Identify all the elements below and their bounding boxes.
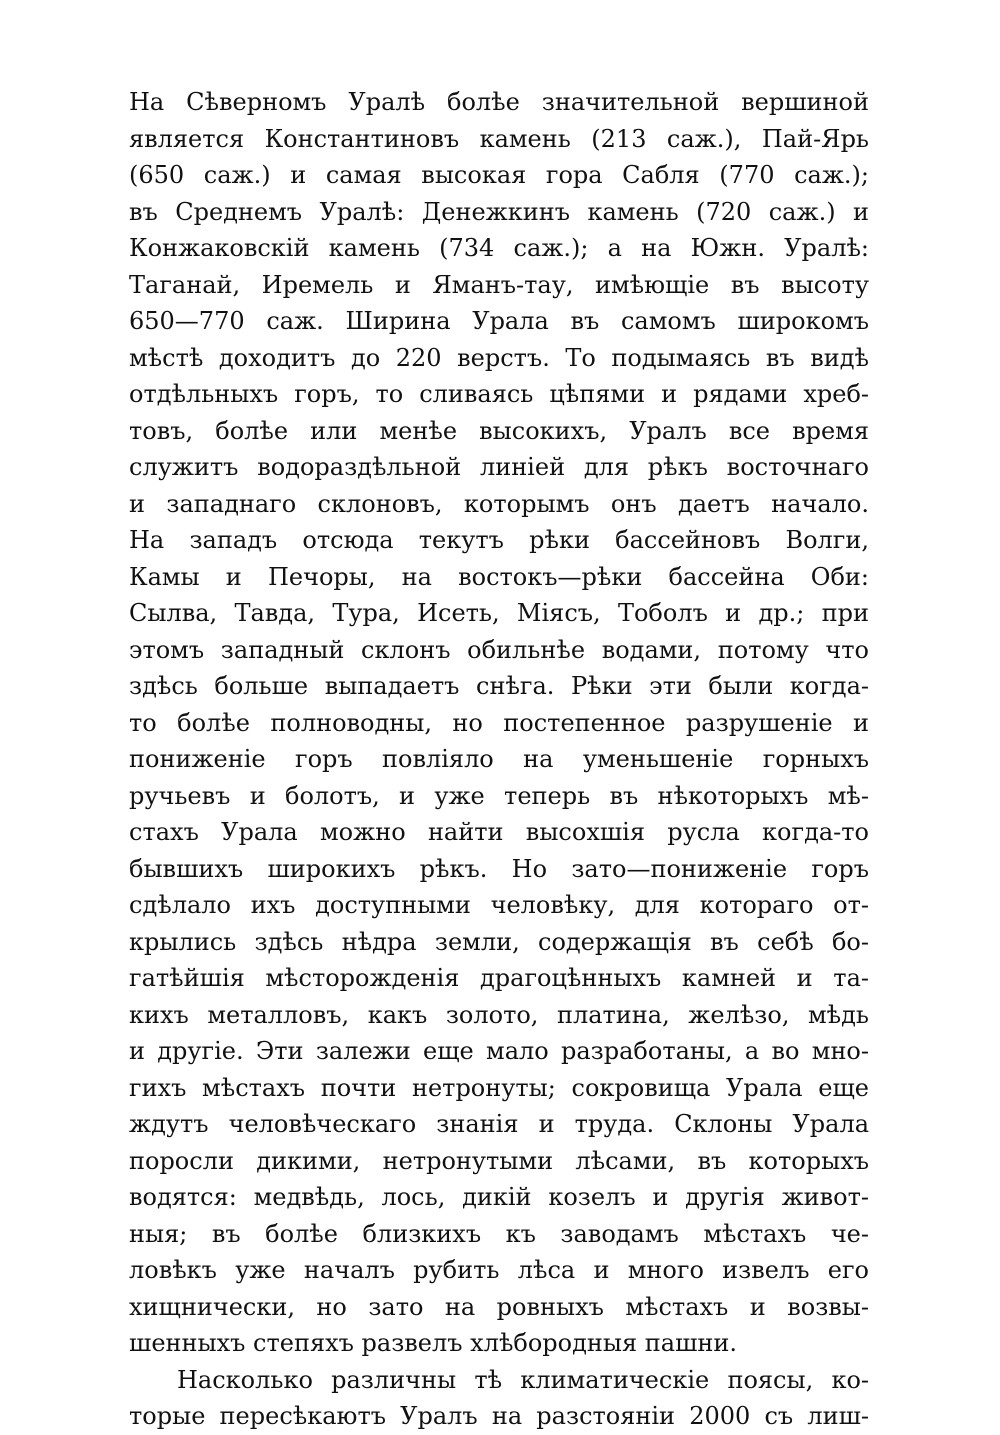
text-line: въ Среднемъ Уралѣ: Денежкинъ камень (720 саж.) и <box>129 197 869 226</box>
text-line: стахъ Урала можно найти высохшія русла когда-то <box>129 818 869 846</box>
text-line: гатѣйшія мѣсторожденія драгоцѣнныхъ камней и та- <box>129 964 869 992</box>
text-line: шенныхъ степяхъ развелъ хлѣбородныя пашни. <box>129 1329 738 1357</box>
text-line: и западнаго склоновъ, которымъ онъ даетъ начало. <box>129 489 869 518</box>
text-line: Таганай, Иремель и Яманъ-тау, имѣющіе въ высоту <box>129 270 869 299</box>
text-line: кихъ металловъ, какъ золото, платина, желѣзо, мѣдь <box>129 1000 869 1029</box>
text-line: ловѣкъ уже началъ рубить лѣса и много извелъ его <box>129 1256 869 1284</box>
text-line: товъ, болѣе или менѣе высокихъ, Уралъ все время <box>129 416 869 445</box>
text-line: На западъ отсюда текутъ рѣки бассейновъ Волги, <box>129 526 869 554</box>
text-line: Сылва, Тавда, Тура, Исеть, Міясъ, Тоболъ и др.; при <box>129 599 869 627</box>
text-line: ждутъ человѣческаго знанія и труда. Склоны Урала <box>129 1110 869 1138</box>
text-line: (650 саж.) и самая высокая гора Сабля (770 саж.); <box>129 161 869 189</box>
text-line: служитъ водораздѣльной линіей для рѣкъ восточнаго <box>129 453 869 481</box>
paragraph-1 <box>129 84 869 1362</box>
text-line: сдѣлало ихъ доступными человѣку, для котораго от- <box>129 891 869 919</box>
text-line: отдѣльныхъ горъ, то сливаясь цѣпями и рядами хреб- <box>129 380 869 408</box>
text-line: является Константиновъ камень (213 саж.), Пай-Ярь <box>129 124 869 153</box>
text-line: Насколько различны тѣ климатическіе поясы, ко- <box>177 1365 869 1394</box>
text-line: Камы и Печоры, на востокъ—рѣки бассейна Оби: <box>129 562 869 591</box>
text-line: бывшихъ широкихъ рѣкъ. Но зато—пониженіе горъ <box>129 854 869 883</box>
text-line: пониженіе горъ повліяло на уменьшеніе горныхъ <box>129 745 869 773</box>
text-line: ныя; въ болѣе близкихъ къ заводамъ мѣстахъ че- <box>129 1219 869 1248</box>
text-line: здѣсь больше выпадаетъ снѣга. Рѣки эти были когда- <box>129 672 869 700</box>
text-line: 650—770 саж. Ширина Урала въ самомъ широкомъ <box>129 307 869 335</box>
text-line: ручьевъ и болотъ, и уже теперь въ нѣкоторыхъ мѣ- <box>129 781 869 810</box>
text-line: хищнически, но зато на ровныхъ мѣстахъ и возвы- <box>129 1292 869 1321</box>
text-line: крылись здѣсь нѣдра земли, содержащія въ себѣ бо- <box>129 927 869 956</box>
body-text <box>129 84 869 1435</box>
text-line: этомъ западный склонъ обильнѣе водами, потому что <box>129 635 869 664</box>
text-line: поросли дикими, нетронутыми лѣсами, въ которыхъ <box>129 1146 869 1175</box>
text-line: то болѣе полноводны, но постепенное разрушеніе и <box>129 708 869 737</box>
text-line: и другіе. Эти залежи еще мало разработаны, а во мно- <box>129 1037 869 1065</box>
text-line: торые пересѣкаютъ Уралъ на разстояніи 2000 съ лиш- <box>129 1402 869 1430</box>
paragraph-2 <box>129 1362 869 1435</box>
text-line: гихъ мѣстахъ почти нетронуты; сокровища Урала еще <box>129 1073 869 1102</box>
text-line: На Сѣверномъ Уралѣ болѣе значительной вершиной <box>129 88 869 116</box>
text-line: водятся: медвѣдь, лось, дикій козелъ и другія живот- <box>129 1183 869 1211</box>
text-line: Конжаковскій камень (734 саж.); а на Южн. Уралѣ: <box>129 234 869 262</box>
text-line: мѣстѣ доходитъ до 220 верстъ. То подымаясь въ видѣ <box>129 343 869 372</box>
